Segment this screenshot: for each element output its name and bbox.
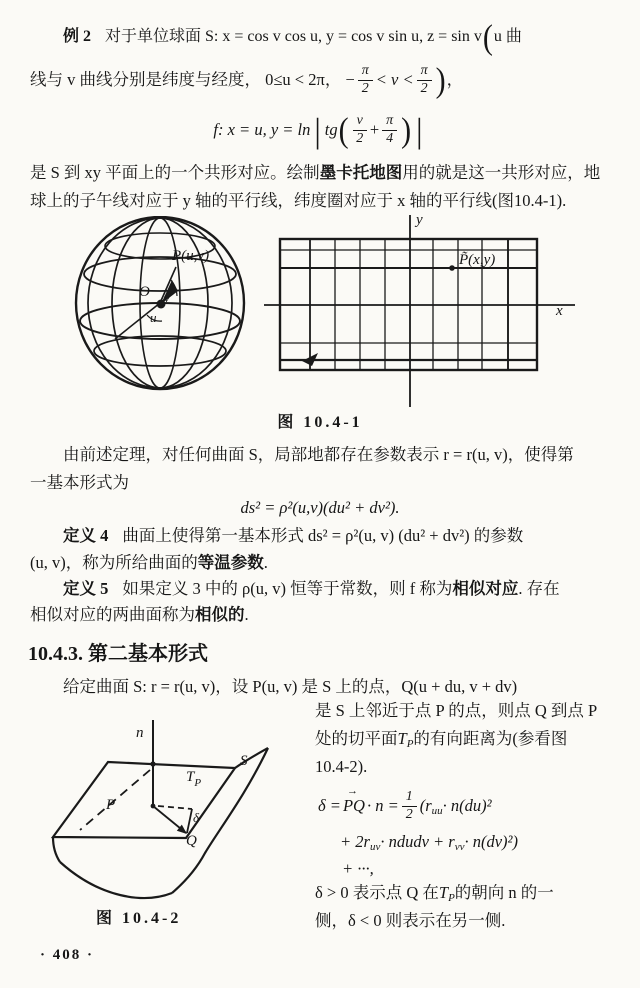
example2-label: 例 2 xyxy=(63,28,92,46)
point-P-dot xyxy=(151,804,156,809)
tangent-plane-symbol: T xyxy=(397,729,407,748)
subscript-uu: uu xyxy=(431,804,443,817)
fraction-denominator: 2 xyxy=(405,806,413,822)
figure2-caption-text: 图 10.4-2 xyxy=(96,910,182,927)
delta-formula-line3 xyxy=(342,858,374,879)
sphere-figure xyxy=(55,216,270,412)
point-P-dot xyxy=(449,265,455,271)
delta-open: (r xyxy=(419,796,432,816)
fraction-numerator: π xyxy=(358,63,373,80)
example2-text1: 对于单位球面 S: x = cos v cos u, y = cos v sin u, z = sin v xyxy=(105,28,482,46)
delta-sign-text2: 的朝向 n 的一 xyxy=(454,883,554,902)
tangent-plane-symbol: T xyxy=(438,883,449,902)
example2-comma: ， xyxy=(446,70,464,90)
delta-term1: · n(du)² xyxy=(442,796,492,816)
figure1-caption-text: 图 10.4-1 xyxy=(277,414,363,431)
delta-formula-line1 xyxy=(318,786,492,826)
abs-bar: | xyxy=(416,110,423,150)
open-paren: ( xyxy=(338,110,349,150)
fraction-pi-2 xyxy=(358,63,373,96)
vector-arrow: → xyxy=(346,785,358,798)
section-heading xyxy=(28,637,208,666)
conformal-text2: 用的就是这一共形对应，地 xyxy=(402,163,601,182)
plus-sign: + xyxy=(369,120,380,140)
subscript-uv: uv xyxy=(369,840,381,853)
right-column-line3 xyxy=(315,756,367,777)
tangent-plane-sketch xyxy=(53,720,268,898)
surface-S-label: S xyxy=(240,753,248,769)
abs-bar: | xyxy=(314,110,321,150)
theorem-text2: 一基本形式为 xyxy=(30,473,129,492)
delta-ellipsis: + ···, xyxy=(342,859,374,878)
definition4-line1 xyxy=(63,525,523,546)
fraction-pi-2 xyxy=(417,63,432,96)
isothermal-parameters-bold: 等温参数 xyxy=(197,553,264,572)
tangent-plane-figure xyxy=(38,712,318,908)
page-number-text: · 408 · xyxy=(40,947,95,963)
plane-crossing-dot xyxy=(150,761,155,766)
fraction-denominator: 2 xyxy=(356,130,364,146)
delta-sign-line1 xyxy=(315,882,554,903)
example2-inequality: < v < xyxy=(375,70,414,90)
close-paren: ) xyxy=(435,60,446,100)
conformal-paragraph-line1 xyxy=(30,162,600,183)
delta-label: δ xyxy=(193,810,200,825)
definition4-text1: 曲面上使得第一基本形式 ds² = ρ²(u, v) (du² + dv²) 的参数 xyxy=(122,526,524,545)
delta-term2: · ndudv + r xyxy=(380,832,455,851)
angle-v-label: v xyxy=(164,290,170,305)
given-surface-paragraph xyxy=(63,676,517,697)
definition4-period: . xyxy=(263,553,268,572)
tangent-plane-label xyxy=(186,769,202,789)
theorem-text1: 由前述定理，对任何曲面 S，局部地都存在参数表示 r = r(u, v)，使得第 xyxy=(63,445,574,464)
definition4-text2: (u, v)，称为所给曲面的 xyxy=(30,553,198,572)
definition5-line2 xyxy=(30,604,249,625)
delta-term3: · n(dv)²) xyxy=(464,832,518,851)
theorem-paragraph-line1 xyxy=(63,444,574,465)
similar-bold: 相似的 xyxy=(195,605,245,624)
definition5-period: . xyxy=(244,605,249,624)
subscript-vv: vv xyxy=(454,840,465,853)
vector-PQ xyxy=(342,785,365,816)
right-column-line1 xyxy=(315,700,597,721)
point-P-label: P xyxy=(106,797,116,813)
delta-sign-line2 xyxy=(315,910,505,931)
figure1-caption xyxy=(0,409,640,432)
first-fundamental-form-formula xyxy=(0,497,640,518)
mercator-bold: 墨卡托地图 xyxy=(319,163,403,182)
tangent-plane-subscript: P xyxy=(194,777,202,789)
definition5-text2: . 存在 xyxy=(518,579,560,598)
point-Q-label: Q xyxy=(186,833,197,849)
fraction-numerator: π xyxy=(417,63,432,80)
delta-mid: · n = xyxy=(366,796,399,816)
figure2-caption xyxy=(96,905,181,928)
similar-correspondence-bold: 相似对应 xyxy=(452,579,519,598)
right-column-line2 xyxy=(315,728,567,749)
fraction-denominator: 2 xyxy=(361,80,369,96)
right-column-text2: 处的切平面 xyxy=(315,729,398,748)
formula-f xyxy=(0,106,640,154)
given-surface-text: 给定曲面 S: r = r(u, v)，设 P(u, v) 是 S 上的点，Q(u + du, v + dv) xyxy=(63,677,518,696)
close-paren: ) xyxy=(401,110,412,150)
right-column-text3: 的有向距离为(参看图 xyxy=(413,729,568,748)
definition4-line2 xyxy=(30,552,268,573)
vector-PQ-text: PQ xyxy=(342,796,365,816)
formula-f-lhs: f: x = u, y = ln xyxy=(213,120,311,140)
definition5-text1: 如果定义 3 中的 ρ(u, v) 恒等于常数，则 f 称为 xyxy=(122,579,453,598)
example2-line2 xyxy=(30,57,463,103)
fraction-v-2 xyxy=(353,113,367,146)
definition4-label: 定义 4 xyxy=(63,526,109,545)
fraction-denominator: 2 xyxy=(420,80,428,96)
example2-line1 xyxy=(63,18,522,57)
angle-u-label: u xyxy=(150,310,157,325)
tg-function: tg xyxy=(324,120,338,140)
section-heading-text: 10.4.3. 第二基本形式 xyxy=(28,643,208,665)
normal-vector-label: n xyxy=(136,725,144,741)
delta-lhs: δ = xyxy=(318,796,341,816)
sphere-center-O-label: O xyxy=(139,284,150,300)
definition5-label: 定义 5 xyxy=(63,579,109,598)
theorem-paragraph-line2 xyxy=(30,472,129,493)
delta-term2-pre: + 2r xyxy=(340,832,370,851)
right-column-text4: 10.4-2). xyxy=(315,757,368,776)
plane-point-P-label: P̃(x,y) xyxy=(459,252,496,268)
fraction-numerator: 1 xyxy=(402,789,417,806)
example2-text2: 线与 v 曲线分别是纬度与经度， 0≤u < 2π， − xyxy=(30,70,355,90)
definition5-text3: 相似对应的两曲面称为 xyxy=(30,605,195,624)
fraction-denominator: 4 xyxy=(386,130,394,146)
mercator-grid-figure xyxy=(262,213,640,415)
fraction-numerator: π xyxy=(382,113,397,130)
tangent-plane-subscript: P xyxy=(406,737,414,750)
right-column-text1: 是 S 上邻近于点 P 的点，则点 Q 到点 P xyxy=(315,701,598,720)
definition5-line1 xyxy=(63,578,560,599)
conformal-text3: 球上的子午线对应于 y 轴的平行线，纬度圈对应于 x 轴的平行线(图10.4-1). xyxy=(30,191,567,210)
tangent-plane-symbol: T xyxy=(186,769,195,785)
y-axis-label: y xyxy=(416,212,423,228)
grid-lines xyxy=(264,215,575,407)
delta-sign-text1: δ > 0 表示点 Q 在 xyxy=(315,883,439,902)
delta-formula-line2 xyxy=(340,831,518,852)
conformal-paragraph-line2 xyxy=(30,190,566,211)
fraction-pi-4 xyxy=(382,113,397,146)
fraction-numerator: v xyxy=(353,113,367,130)
fraction-1-2 xyxy=(402,789,417,822)
tangent-plane-subscript: P xyxy=(448,891,455,904)
example2-text1-tail: u 曲 xyxy=(493,28,522,46)
open-paren: ( xyxy=(482,18,493,57)
delta-sign-text3: 侧，δ < 0 则表示在另一侧. xyxy=(315,911,506,930)
formula-ds-text: ds² = ρ²(u,v)(du² + dv²). xyxy=(240,498,400,517)
page-number xyxy=(40,947,94,964)
sphere-point-P-label: P(u,v) xyxy=(172,248,210,264)
conformal-text1: 是 S 到 xy 平面上的一个共形对应。绘制 xyxy=(30,163,320,182)
x-axis-label: x xyxy=(556,303,563,319)
